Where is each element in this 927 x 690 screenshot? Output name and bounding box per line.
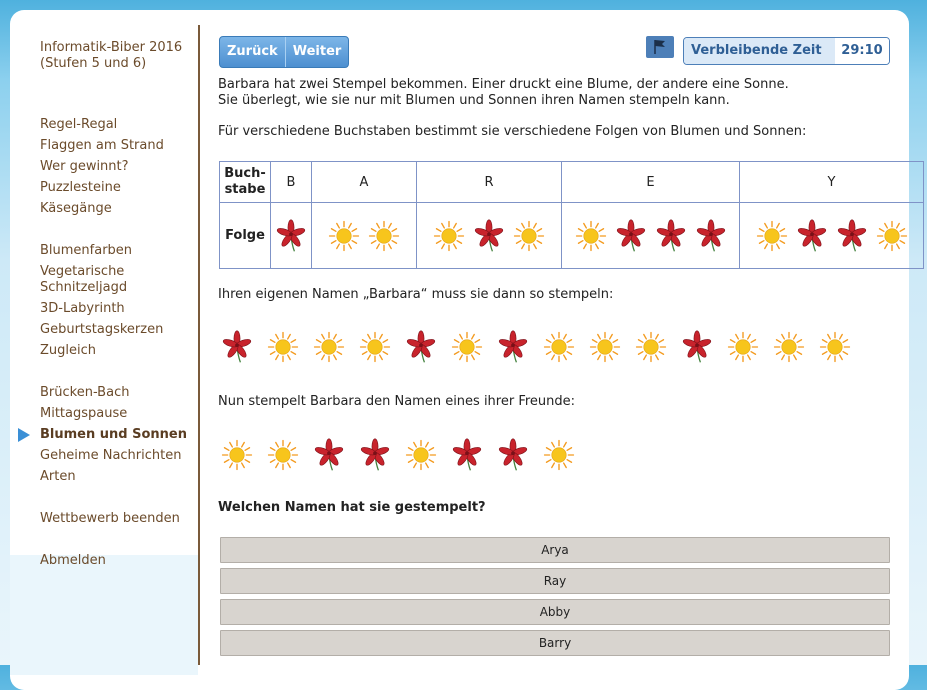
sun-icon xyxy=(432,219,466,253)
flower-icon xyxy=(496,438,530,472)
navigation-buttons xyxy=(219,36,349,68)
sun-icon xyxy=(588,330,622,364)
sidebar-item-wer-gewinnt[interactable]: Wer gewinnt? xyxy=(40,159,129,174)
sidebar-item-bruecken-bach[interactable]: Brücken-Bach xyxy=(40,385,130,400)
answer-button[interactable]: Abby xyxy=(220,599,890,625)
flower-icon xyxy=(694,219,728,253)
sun-icon xyxy=(772,330,806,364)
sidebar-item-kaesegaenge[interactable]: Käsegänge xyxy=(40,201,112,216)
barbara-stamp-row xyxy=(220,330,852,364)
sequence-cell xyxy=(740,203,924,269)
sun-icon xyxy=(512,219,546,253)
sidebar-item-geheime-nachrichten[interactable]: Geheime Nachrichten xyxy=(40,448,182,463)
sidebar-item-labyrinth[interactable]: 3D-Labyrinth xyxy=(40,301,125,316)
sun-icon xyxy=(574,219,608,253)
current-item-arrow-icon xyxy=(18,428,30,442)
sun-icon xyxy=(726,330,760,364)
next-button[interactable]: Weiter xyxy=(285,37,349,67)
letter-sequence-table xyxy=(219,161,924,269)
intro-line-2: Sie überlegt, wie sie nur mit Blumen und Sonnen ihren Namen stempeln kann. xyxy=(218,93,730,108)
flag-icon[interactable] xyxy=(646,36,674,58)
sidebar-item-geburtstagskerzen[interactable]: Geburtstagskerzen xyxy=(40,322,164,337)
sidebar-item-blumenfarben[interactable]: Blumenfarben xyxy=(40,243,133,258)
flower-icon xyxy=(654,219,688,253)
table-header-letter: Buch- stabe xyxy=(220,162,271,203)
sun-icon xyxy=(404,438,438,472)
sun-icon xyxy=(358,330,392,364)
sun-icon xyxy=(266,330,300,364)
flower-icon xyxy=(404,330,438,364)
letter-cell: R xyxy=(417,162,562,203)
sequence-cell xyxy=(562,203,740,269)
answer-button[interactable]: Barry xyxy=(220,630,890,656)
question-text: Welchen Namen hat sie gestempelt? xyxy=(218,500,486,515)
task-intro xyxy=(218,77,908,109)
sun-icon xyxy=(634,330,668,364)
sidebar-item-puzzlesteine[interactable]: Puzzlesteine xyxy=(40,180,121,195)
friend-stamp-row xyxy=(220,438,576,472)
sun-icon xyxy=(312,330,346,364)
flower-icon xyxy=(274,219,308,253)
logout-link[interactable]: Abmelden xyxy=(40,553,106,568)
sidebar-background xyxy=(10,555,198,675)
timer xyxy=(683,37,890,65)
answer-button[interactable]: Ray xyxy=(220,568,890,594)
end-contest-link[interactable]: Wettbewerb beenden xyxy=(40,511,180,526)
timer-label: Verbleibende Zeit xyxy=(684,38,835,64)
sidebar-item-label: Blumen und Sonnen xyxy=(40,427,187,442)
sidebar-item-zugleich[interactable]: Zugleich xyxy=(40,343,97,358)
sun-icon xyxy=(542,330,576,364)
flower-icon xyxy=(496,330,530,364)
sidebar-item-schnitzeljagd[interactable]: Vegetarische Schnitzeljagd xyxy=(40,264,128,295)
answer-button[interactable]: Arya xyxy=(220,537,890,563)
flower-icon xyxy=(680,330,714,364)
flower-icon xyxy=(220,330,254,364)
flower-icon xyxy=(795,219,829,253)
flower-icon xyxy=(450,438,484,472)
letter-cell: A xyxy=(312,162,417,203)
timer-value: 29:10 xyxy=(835,38,889,64)
sidebar-item-regel-regal[interactable]: Regel-Regal xyxy=(40,117,118,132)
sun-icon xyxy=(266,438,300,472)
friend-text: Nun stempelt Barbara den Namen eines ihrer Freunde: xyxy=(218,394,576,409)
sidebar-item-flaggen[interactable]: Flaggen am Strand xyxy=(40,138,164,153)
sun-icon xyxy=(327,219,361,253)
back-button[interactable]: Zurück xyxy=(227,44,278,59)
table-header-sequence: Folge xyxy=(220,203,271,269)
sequence-cell xyxy=(417,203,562,269)
sun-icon xyxy=(220,438,254,472)
intro-line-3: Für verschiedene Buchstaben bestimmt sie verschiedene Folgen von Blumen und Sonnen: xyxy=(218,124,807,139)
sun-icon xyxy=(755,219,789,253)
sun-icon xyxy=(818,330,852,364)
flower-icon xyxy=(358,438,392,472)
barbara-text: Ihren eigenen Namen „Barbara“ muss sie dann so stempeln: xyxy=(218,287,614,302)
flower-icon xyxy=(614,219,648,253)
sun-icon xyxy=(875,219,909,253)
sun-icon xyxy=(450,330,484,364)
letter-cell: Y xyxy=(740,162,924,203)
sun-icon xyxy=(542,438,576,472)
intro-line-1: Barbara hat zwei Stempel bekommen. Einer druckt eine Blume, der andere eine Sonne. xyxy=(218,77,789,92)
sidebar xyxy=(40,40,195,571)
letter-cell: B xyxy=(271,162,312,203)
flower-icon xyxy=(472,219,506,253)
flower-icon xyxy=(835,219,869,253)
sidebar-item-blumen-und-sonnen[interactable] xyxy=(40,424,195,445)
sidebar-item-mittagspause[interactable]: Mittagspause xyxy=(40,406,128,421)
sidebar-item-arten[interactable]: Arten xyxy=(40,469,76,484)
sun-icon xyxy=(367,219,401,253)
letter-cell: E xyxy=(562,162,740,203)
contest-title[interactable]: Informatik-Biber 2016 (Stufen 5 und 6) xyxy=(40,40,183,71)
sequence-cell xyxy=(271,203,312,269)
sequence-cell xyxy=(312,203,417,269)
flower-icon xyxy=(312,438,346,472)
sidebar-divider xyxy=(198,25,200,665)
